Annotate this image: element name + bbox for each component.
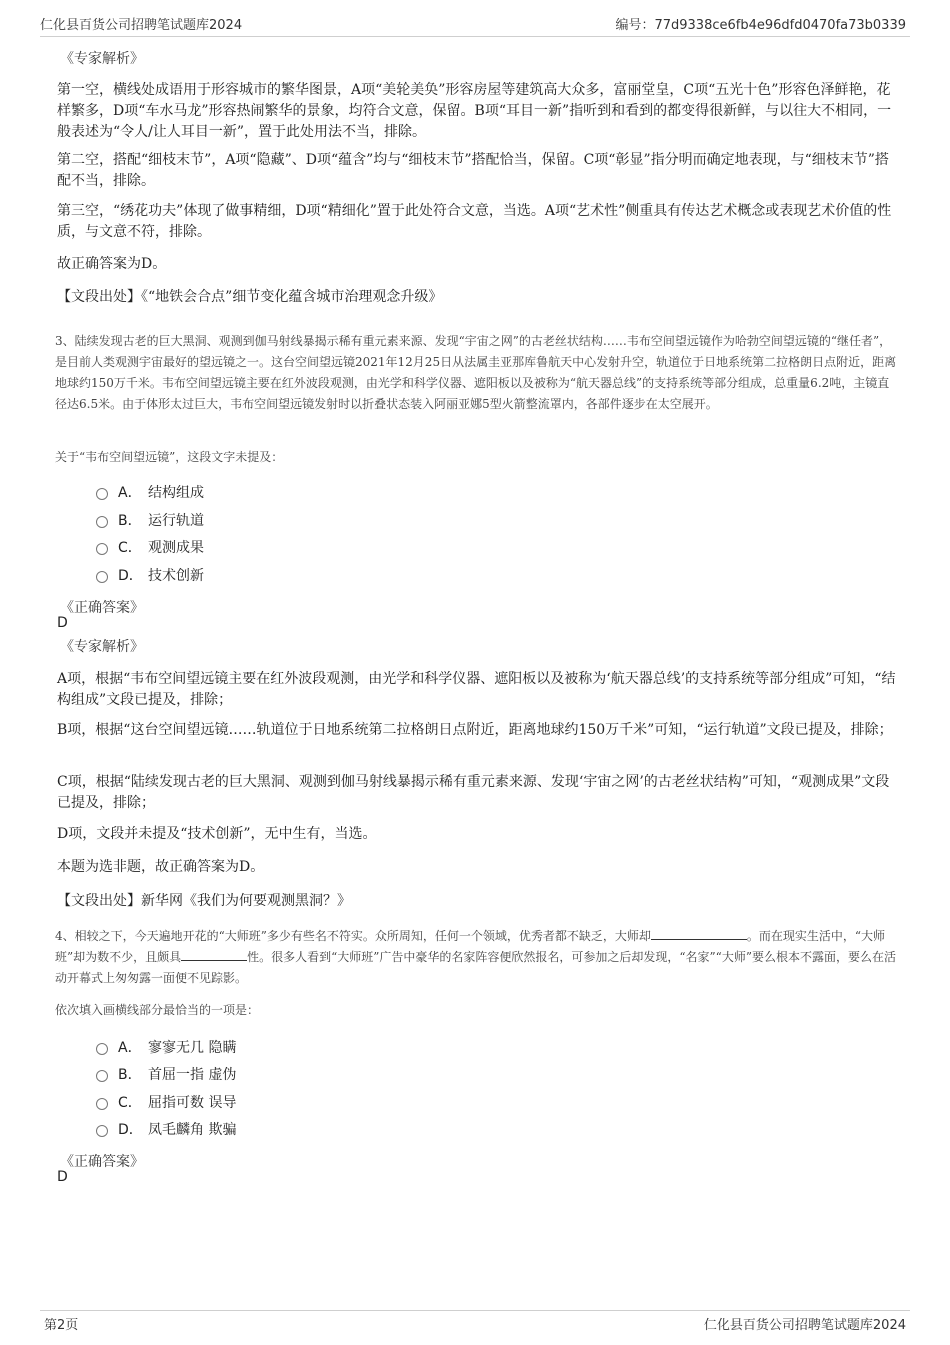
q3-option-c[interactable]	[96, 537, 204, 557]
q4-answer: D	[57, 1169, 68, 1185]
page-number: 第2页	[44, 1318, 79, 1333]
radio-icon[interactable]	[96, 1070, 108, 1082]
q2-source: 【文段出处】《“地铁会合点”细节变化蕴含城市治理观念升级》	[57, 289, 443, 305]
q4-question: 依次填入画横线部分最恰当的一项是：	[55, 1003, 260, 1017]
document-code: 编号：77d9338ce6fb4e96dfd0470fa73b0339	[615, 18, 906, 33]
option-letter: B．	[118, 1067, 142, 1083]
q3-source: 【文段出处】新华网《我们为何要观测黑洞？》	[57, 893, 351, 909]
radio-icon[interactable]	[96, 543, 108, 555]
q3-option-b[interactable]	[96, 510, 204, 530]
q4-answer-label: 《正确答案》	[60, 1154, 144, 1170]
radio-icon[interactable]	[96, 571, 108, 583]
q3-stem: 3、陆续发现古老的巨大黑洞、观测到伽马射线暴揭示稀有重元素来源、发现“宇宙之网”的古老丝状结构……韦布空间望远镜作为哈勃空间望远镜的“继任者”，是目前人类观测宇宙最好的望远镜之一。这台空间望远镜2021年12月25日从法属圭亚那库鲁航天中心发射升空，轨道位于日地系统第二拉格朗日点附近，距离地球约150万千米。韦布空间望远镜主要在红外波段观测，由光学和科学仪器、遮阳板以及被称为“航天器总线”的支持系统等部分组成，总重量6.2吨，主镜直径达6.5米。由于体形太过巨大，韦布空间望远镜发射时以折叠状态装入阿丽亚娜5型火箭整流罩内，各部件逐步在太空展开。	[55, 334, 897, 411]
q3-analysis-a: A项，根据“韦布空间望远镜主要在红外波段观测，由光学和科学仪器、遮阳板以及被称为‘航天器总线’的支持系统等部分组成”可知，“结构组成”文段已提及，排除；	[57, 671, 896, 708]
header-title: 仁化县百货公司招聘笔试题库2024	[40, 18, 243, 33]
footer-title: 仁化县百货公司招聘笔试题库2024	[703, 1318, 906, 1333]
q3-option-d[interactable]	[96, 565, 204, 585]
q3-answer-label: 《正确答案》	[60, 600, 144, 616]
radio-icon[interactable]	[96, 488, 108, 500]
radio-icon[interactable]	[96, 1098, 108, 1110]
radio-icon[interactable]	[96, 1043, 108, 1055]
q4-option-c[interactable]	[96, 1092, 236, 1112]
q4-option-b[interactable]	[96, 1064, 236, 1084]
q3-question: 关于“韦布空间望远镜”，这段文字未提及：	[55, 450, 284, 464]
q4-stem-part-3: 性。很多人看到“大师班”广告中豪华的名家阵容便欣然报名，可参加之后却发现，“名家”“大师”要么根本不露面，要么在活动开幕式上匆匆露一面便不见踪影。	[55, 950, 896, 985]
q4-blank-1	[651, 926, 747, 940]
option-text: 观测成果	[148, 540, 204, 556]
radio-icon[interactable]	[96, 1125, 108, 1137]
option-letter: D．	[118, 1122, 143, 1138]
option-text: 寥寥无几 隐瞒	[148, 1040, 237, 1056]
q3-conclusion: 本题为选非题，故正确答案为D。	[57, 859, 265, 875]
q4-option-a[interactable]	[96, 1037, 236, 1057]
q2-analysis-para-1: 第一空，横线处成语用于形容城市的繁华图景，A项“美轮美奂”形容房屋等建筑高大众多，富丽堂皇，C项“五光十色”形容色泽鲜艳，花样繁多，D项“车水马龙”形容热闹繁华的景象，均符合文意，保留。B项“耳目一新”指听到和看到的都变得很新鲜，与以往大不相同，一般表述为“令人/让人耳目一新”，置于此处用法不当，排除。	[57, 82, 892, 140]
q3-answer: D	[57, 615, 68, 631]
option-letter: A．	[118, 1040, 142, 1056]
q3-analysis-b: B项，根据“这台空间望远镜……轨道位于日地系统第二拉格朗日点附近，距离地球约150万千米”可知，“运行轨道”文段已提及，排除；	[57, 722, 893, 738]
header-divider	[40, 36, 910, 37]
q4-option-d[interactable]	[96, 1119, 236, 1139]
option-letter: B．	[118, 513, 142, 529]
q2-analysis-para-2: 第二空，搭配“细枝末节”，A项“隐藏”、D项“蕴含”均与“细枝末节”搭配恰当，保留。C项“彰显”指分明而确定地表现，与“细枝末节”搭配不当，排除。	[57, 152, 889, 189]
q4-stem-part-1: 4、相较之下，今天遍地开花的“大师班”多少有些名不符实。众所周知，任何一个领域，优秀者都不缺乏，大师却	[55, 929, 651, 943]
option-text: 结构组成	[148, 485, 204, 501]
q3-analysis-c: C项，根据“陆续发现古老的巨大黑洞、观测到伽马射线暴揭示稀有重元素来源、发现‘宇宙之网’的古老丝状结构”可知，“观测成果”文段已提及，排除；	[57, 774, 890, 811]
q3-analysis-label: 《专家解析》	[60, 639, 144, 655]
option-letter: C．	[118, 1095, 142, 1111]
q3-analysis-d: D项，文段并未提及“技术创新”，无中生有，当选。	[57, 826, 377, 842]
q2-conclusion: 故正确答案为D。	[57, 256, 167, 272]
q3-option-a[interactable]	[96, 482, 204, 502]
q2-analysis-label: 《专家解析》	[60, 51, 144, 67]
option-text: 首屈一指 虚伪	[148, 1067, 237, 1083]
option-text: 技术创新	[148, 568, 204, 584]
footer-divider	[40, 1310, 910, 1311]
q4-blank-2	[181, 947, 247, 961]
option-text: 凤毛麟角 欺骗	[148, 1122, 237, 1138]
option-letter: D．	[118, 568, 143, 584]
q2-analysis-para-3: 第三空，“绣花功夫”体现了做事精细，D项“精细化”置于此处符合文意，当选。A项“艺术性”侧重具有传达艺术概念或表现艺术价值的性质，与文意不符，排除。	[57, 203, 892, 240]
q4-stem-part-2: 。而在现实生活中，“大师班”却为数不少，且颇具	[55, 929, 886, 964]
q4-stem	[55, 926, 900, 989]
option-letter: C．	[118, 540, 142, 556]
option-text: 屈指可数 误导	[148, 1095, 237, 1111]
radio-icon[interactable]	[96, 516, 108, 528]
option-text: 运行轨道	[148, 513, 204, 529]
option-letter: A．	[118, 485, 142, 501]
